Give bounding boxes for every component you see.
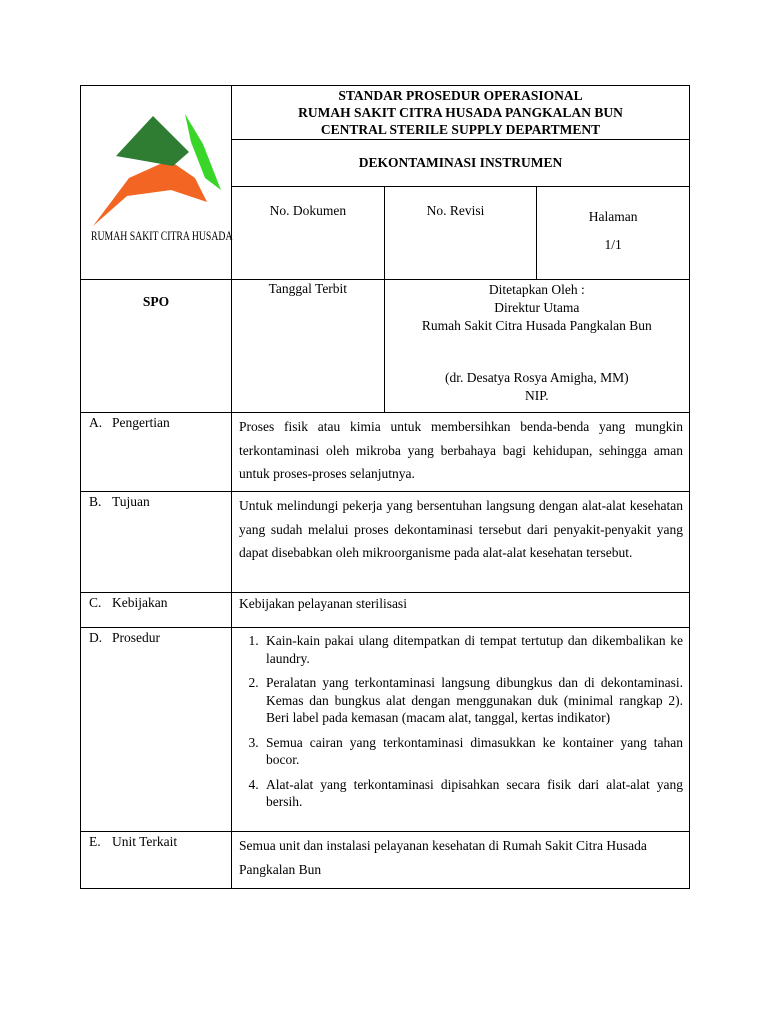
header-line-3: CENTRAL STERILE SUPPLY DEPARTMENT bbox=[320, 122, 601, 137]
prosedur-step: 4. Alat-alat yang terkontaminasi dipisahkan secara fisik dari alat-alat yang bersih. bbox=[262, 776, 683, 811]
instansi: Rumah Sakit Citra Husada Pangkalan Bun bbox=[421, 318, 652, 333]
prosedur-step: 3. Semua cairan yang terkontaminasi dimasukkan ke kontainer yang tahan bocor. bbox=[262, 734, 683, 769]
logo-dark-green-shape bbox=[116, 116, 189, 166]
no-revisi-cell bbox=[384, 187, 537, 280]
no-dokumen-cell bbox=[232, 187, 385, 280]
ditetapkan-cell bbox=[384, 280, 689, 413]
spo-document-table bbox=[80, 85, 690, 889]
section-text-pengertian: Proses fisik atau kimia untuk membersihkan benda-benda yang mungkin terkontaminasi oleh mikroba yang berbahaya bagi kehidupan, sehingga aman untuk proses-proses selanjutnya. bbox=[232, 413, 690, 492]
section-text-tujuan: Untuk melindungi pekerja yang bersentuhan langsung dengan alat-alat kesehatan yang sudah melalui proses dekontaminasi tersebut dari penyakit-penyakit yang dapat disebabkan oleh mikroorganisme pada alat-alat kesehatan tersebut. bbox=[232, 492, 690, 593]
section-label-pengertian: A. Pengertian bbox=[81, 413, 232, 492]
header-line-1: STANDAR PROSEDUR OPERASIONAL bbox=[338, 88, 583, 103]
tanggal-terbit-cell bbox=[232, 280, 385, 413]
header-line-2: RUMAH SAKIT CITRA HUSADA PANGKALAN BUN bbox=[298, 105, 623, 120]
section-body-prosedur bbox=[232, 628, 690, 832]
no-revisi-label: No. Revisi bbox=[426, 203, 485, 218]
jabatan: Direktur Utama bbox=[494, 300, 580, 315]
tanggal-terbit-label: Tanggal Terbit bbox=[268, 281, 348, 296]
prosedur-step: 2. Peralatan yang terkontaminasi langsung dibungkus dan di dekontaminasi. Kemas dan bungkus alat dengan menggunakan duk (minimal rangkap 2). Beri label pada kemasan (macam alat, tanggal, kertas indikator) bbox=[262, 674, 683, 727]
section-label-kebijakan: C. Kebijakan bbox=[81, 593, 232, 628]
section-text-unit-terkait: Semua unit dan instalasi pelayanan kesehatan di Rumah Sakit Citra Husada Pangkalan Bun bbox=[232, 832, 690, 889]
halaman-cell bbox=[537, 187, 690, 280]
halaman-label: Halaman bbox=[588, 209, 638, 224]
document-title: DEKONTAMINASI INSTRUMEN bbox=[232, 140, 690, 187]
prosedur-step: 1. Kain-kain pakai ulang ditempatkan di tempat tertutup dan dikembalikan ke laundry. bbox=[262, 632, 683, 667]
section-label-unit-terkait: E. Unit Terkait bbox=[81, 832, 232, 889]
document-header bbox=[232, 86, 690, 140]
spo-label: SPO bbox=[81, 280, 232, 413]
no-dokumen-label: No. Dokumen bbox=[269, 203, 347, 218]
section-text-kebijakan: Kebijakan pelayanan sterilisasi bbox=[232, 593, 690, 628]
logo-orange-shape bbox=[93, 160, 207, 226]
penandatangan: (dr. Desatya Rosya Amigha, MM) bbox=[444, 370, 629, 385]
logo-text: RUMAH SAKIT CITRA HUSADA bbox=[91, 229, 233, 243]
halaman-value: 1/1 bbox=[604, 237, 622, 252]
logo-cell bbox=[81, 86, 232, 280]
section-label-prosedur: D. Prosedur bbox=[81, 628, 232, 832]
nip: NIP. bbox=[525, 388, 549, 403]
ditetapkan-oleh: Ditetapkan Oleh : bbox=[488, 282, 585, 297]
hospital-logo-icon bbox=[89, 106, 224, 231]
section-label-tujuan: B. Tujuan bbox=[81, 492, 232, 593]
prosedur-list bbox=[234, 632, 683, 811]
